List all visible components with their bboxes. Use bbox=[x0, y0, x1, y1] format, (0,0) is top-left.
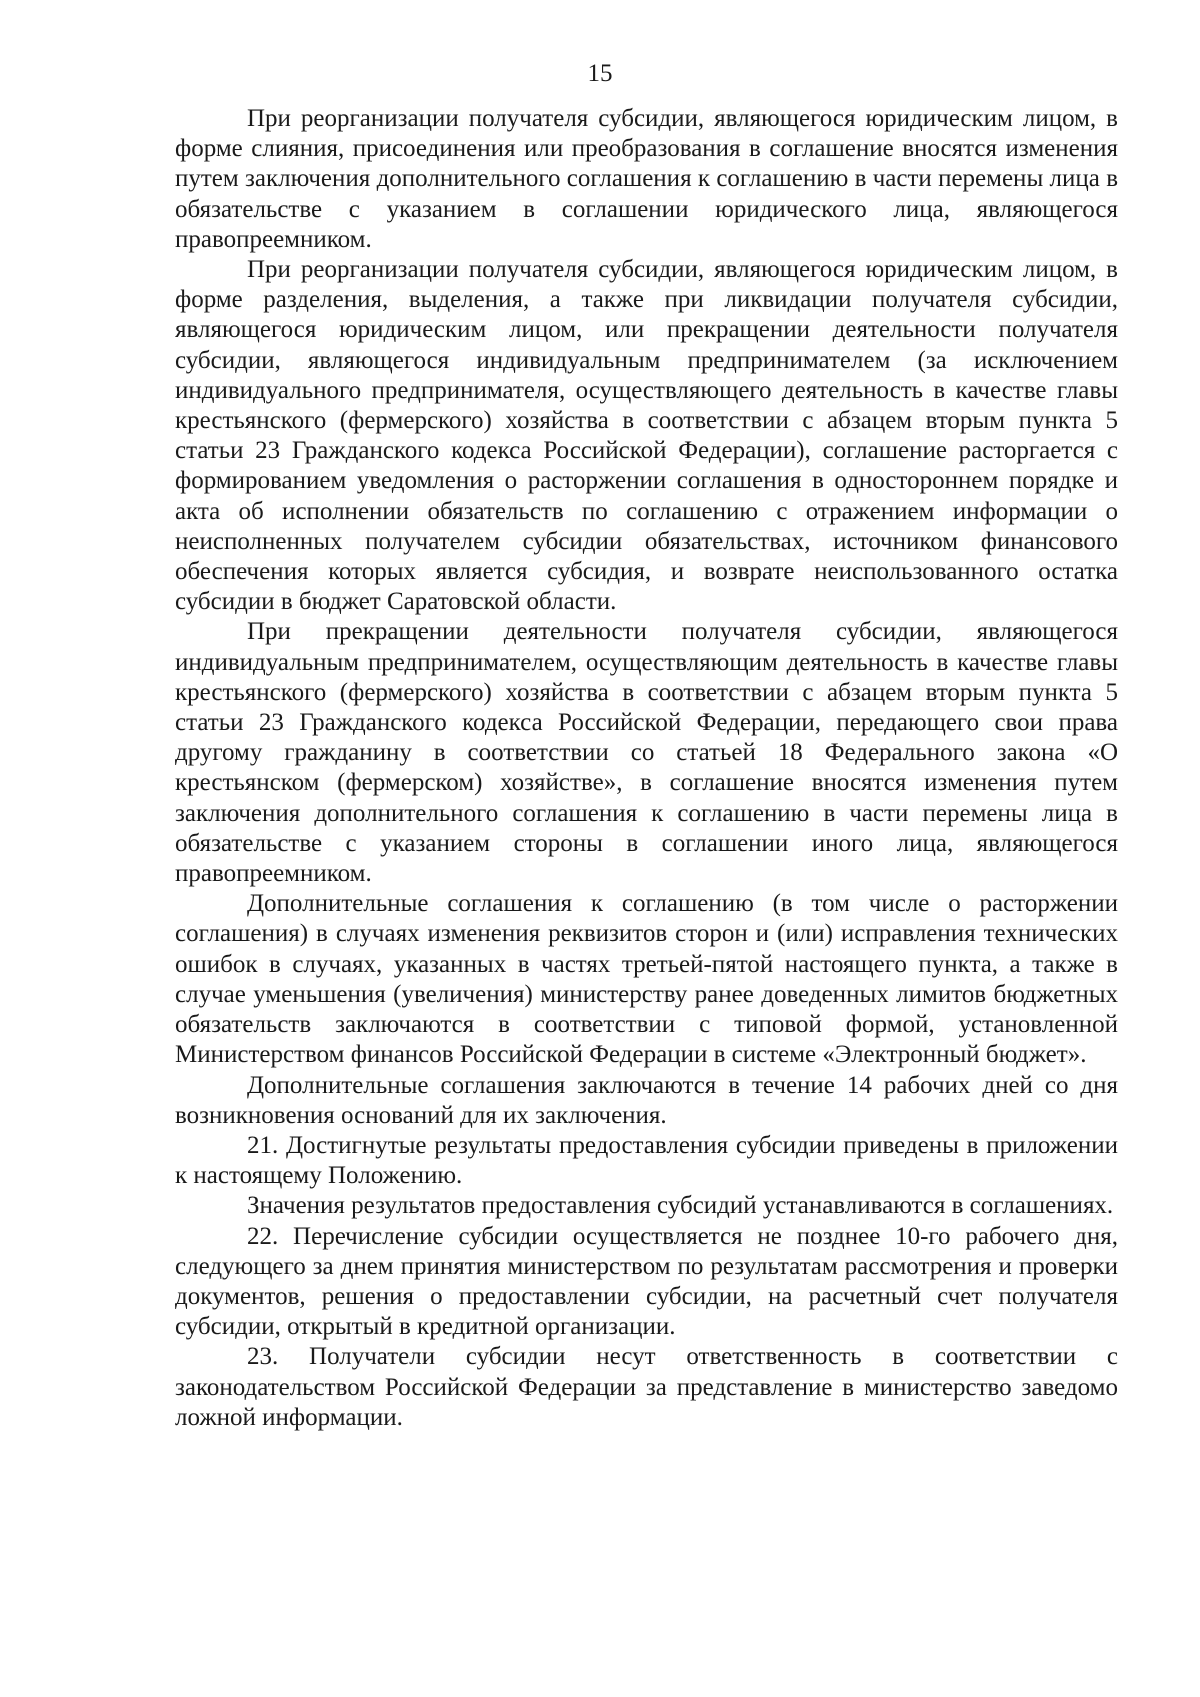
paragraph-result-values: Значения результатов предоставления субсидий устанавливаются в соглашениях. bbox=[247, 1192, 1114, 1220]
paragraph-item-21: 21. Достигнутые результаты предоставления субсидии приведены в приложении к настоящему Положению. bbox=[175, 1131, 1118, 1190]
paragraph-reorganization-division: При реорганизации получателя субсидии, являющегося юридическим лицом, в форме разделения, выделения, а также при ликвидации получателя субсидии, являющегося юридическим лицом, или прекращении деятельности получателя субсидии, являющегося индивидуальным предпринимателем (за исключением индивидуального предпринимателя, осуществляющего деятельность в качестве главы крестьянского (фермерского) хозяйства в соответствии с абзацем вторым пункта 5 статьи 23 Гражданского кодекса Российской Федерации), соглашение расторгается с формированием уведомления о расторжении соглашения в одностороннем порядке и акта об исполнении обязательств по соглашению с отражением информации о неисполненных получателем субсидии обязательствах, источником финансового обеспечения которых является субсидия, и возврате неиспользованного остатка субсидии в бюджет Саратовской области. bbox=[175, 256, 1118, 616]
paragraph-additional-agreements: Дополнительные соглашения к соглашению (в том числе о расторжении соглашения) в случаях изменения реквизитов сторон и (или) исправления технических ошибок в случаях, указанных в частях третьей-пятой настоящего пункта, а также в случае уменьшения (увеличения) министерству ранее доведенных лимитов бюджетных обязательств заключаются в соответствии с типовой формой, установленной Министерством финансов Российской Федерации в системе «Электронный бюджет». bbox=[175, 890, 1118, 1069]
paragraph-reorganization-merger: При реорганизации получателя субсидии, являющегося юридическим лицом, в форме слияния, присоединения или преобразования в соглашение вносятся изменения путем заключения дополнительного соглашения к соглашению в части перемены лица в обязательстве с указанием в соглашении юридического лица, являющегося правопреемником. bbox=[175, 105, 1118, 253]
paragraph-additional-agreements-term: Дополнительные соглашения заключаются в течение 14 рабочих дней со дня возникновения оснований для их заключения. bbox=[175, 1071, 1118, 1129]
paragraph-farm-head-termination: При прекращении деятельности получателя субсидии, являющегося индивидуальным предпринимателем, осуществляющим деятельность в качестве главы крестьянского (фермерского) хозяйства в соответствии с абзацем вторым пункта 5 статьи 23 Гражданского кодекса Российской Федерации, передающего свои права другому гражданину в соответствии со статьей 18 Федерального закона «О крестьянском (фермерском) хозяйстве», в соглашение вносятся изменения путем заключения дополнительного соглашения к соглашению в части перемены лица в обязательстве с указанием стороны в соглашении иного лица, являющегося правопреемником. bbox=[175, 618, 1118, 888]
paragraph-item-22: 22. Перечисление субсидии осуществляется не позднее 10-го рабочего дня, следующего за днем принятия министерством по результатам рассмотрения и проверки документов, решения о предоставлении субсидии, на расчетный счет получателя субсидии, открытый в кредитной организации. bbox=[175, 1222, 1118, 1341]
document-body bbox=[175, 104, 1118, 1433]
paragraph-item-23: 23. Получатели субсидии несут ответственность в соответствии с законодательством Российской Федерации за представление в министерство заведомо ложной информации. bbox=[175, 1343, 1118, 1431]
page-number: 15 bbox=[587, 60, 613, 87]
